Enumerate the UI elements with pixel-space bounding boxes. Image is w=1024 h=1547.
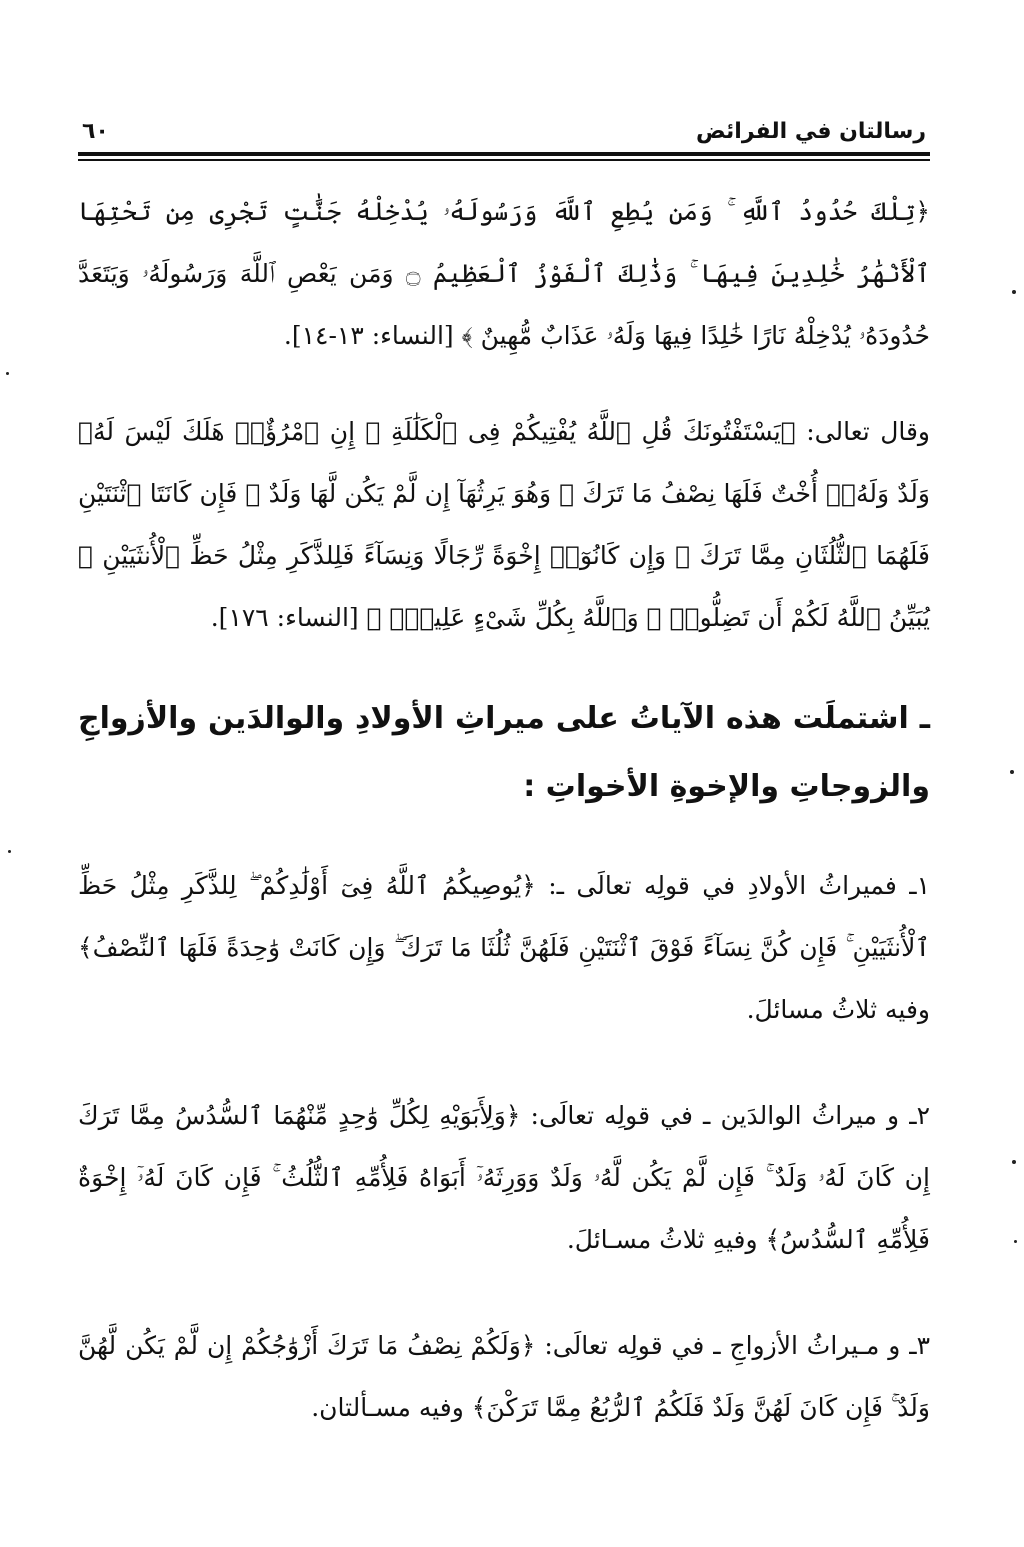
quran-verse-nisa-13-14: ﴿تِلْكَ حُدُودُ ٱللَّهِ ۚ وَمَن يُطِعِ ٱللَّهَ وَرَسُولَهُۥ يُدْخِلْهُ جَنَّٰتٍ تَجْرِى مِن تَحْتِهَا ٱلْأَنْهَٰرُ خَٰلِدِينَ فِيهَا ۚ وَذَٰلِكَ ٱلْفَوْزُ ٱلْعَظِيمُ ۝ وَمَن يَعْصِ ٱللَّهَ وَرَسُولَهُۥ وَيَتَعَدَّ حُدُودَهُۥ يُدْخِلْهُ نَارًا خَٰلِدًا فِيهَا وَلَهُۥ عَذَابٌ مُّهِينٌ ﴾ [النساء: ١٣-١٤].	[78, 196, 930, 350]
scan-speck	[1012, 290, 1016, 294]
scan-speck	[1012, 1160, 1016, 1164]
scan-speck	[6, 372, 9, 375]
item-spouses-inheritance: ٣ـ و مـيراثُ الأزواجِ ـ في قولِه تعالَى: ﴿وَلَكُمْ نِصْفُ مَا تَرَكَ أَزْوَٰجُكُمْ إِن لَّمْ يَكُن لَّهُنَّ وَلَدٌ ۚ فَإِن كَانَ لَهُنَّ وَلَدٌ فَلَكُمُ ٱلرُّبُعُ مِمَّا تَرَكْنَ﴾ وفيه مسـألتان.	[78, 1330, 930, 1422]
running-title: رسالتان في الفرائض	[696, 119, 926, 144]
section-heading: ـ اشتملَت هذه الآياتُ على ميراثِ الأولادِ والوالدَين والأزواجِ والزوجاتِ والإخوةِ الأخواتِ :	[78, 700, 930, 804]
item-parents-inheritance: ٢ـ و ميراثُ الوالدَين ـ في قولِه تعالَى: ﴿وَلِأَبَوَيْهِ لِكُلِّ وَٰحِدٍ مِّنْهُمَا ٱلسُّدُسُ مِمَّا تَرَكَ إِن كَانَ لَهُۥ وَلَدٌ ۚ فَإِن لَّمْ يَكُن لَّهُۥ وَلَدٌ وَوَرِثَهُۥٓ أَبَوَاهُ فَلِأُمِّهِ ٱلثُّلُثُ ۚ فَإِن كَانَ لَهُۥٓ إِخْوَةٌ فَلِأُمِّهِ ٱلسُّدُسُ﴾ وفيهِ ثلاثُ مسـائلَ.	[78, 1100, 930, 1254]
book-page	[78, 108, 930, 1439]
page-number: ٦٠	[82, 119, 109, 144]
item-children-inheritance: ١ـ فميراثُ الأولادِ في قولِه تعالَى ـ: ﴿يُوصِيكُمُ ٱللَّهُ فِىٓ أَوْلَٰدِكُمْ ۖ لِلذَّكَرِ مِثْلُ حَظِّ ٱلْأُنثَيَيْنِ ۚ فَإِن كُنَّ نِسَآءً فَوْقَ ٱثْنَتَيْنِ فَلَهُنَّ ثُلُثَا مَا تَرَكَ ۖ وَإِن كَانَتْ وَٰحِدَةً فَلَهَا ٱلنِّصْفُ﴾ وفيه ثلاثُ مسائلَ.	[78, 870, 930, 1024]
header-rule-thick	[78, 152, 930, 156]
quran-verse-nisa-176: وقال تعالى: ﴿يَسْتَفْتُونَكَ قُلِ ٱللَّهُ يُفْتِيكُمْ فِى ٱلْكَلَٰلَةِ ۚ إِنِ ٱمْرُؤٌا۟ هَلَكَ لَيْسَ لَهُۥ وَلَدٌ وَلَهُۥٓ أُخْتٌ فَلَهَا نِصْفُ مَا تَرَكَ ۚ وَهُوَ يَرِثُهَآ إِن لَّمْ يَكُن لَّهَا وَلَدٌ ۚ فَإِن كَانَتَا ٱثْنَتَيْنِ فَلَهُمَا ٱلثُّلُثَانِ مِمَّا تَرَكَ ۚ وَإِن كَانُوٓا۟ إِخْوَةً رِّجَالًا وَنِسَآءً فَلِلذَّكَرِ مِثْلُ حَظِّ ٱلْأُنثَيَيْنِ ۗ يُبَيِّنُ ٱللَّهُ لَكُمْ أَن تَضِلُّوا۟ ۗ وَٱللَّهُ بِكُلِّ شَىْءٍ عَلِيمٌۢ ﴾ [النساء: ١٧٦].	[78, 416, 930, 632]
page-header	[78, 108, 930, 144]
scan-speck	[1014, 1240, 1017, 1243]
scan-speck	[8, 850, 11, 853]
scan-speck	[1010, 770, 1014, 774]
header-rule-thin	[78, 159, 930, 161]
